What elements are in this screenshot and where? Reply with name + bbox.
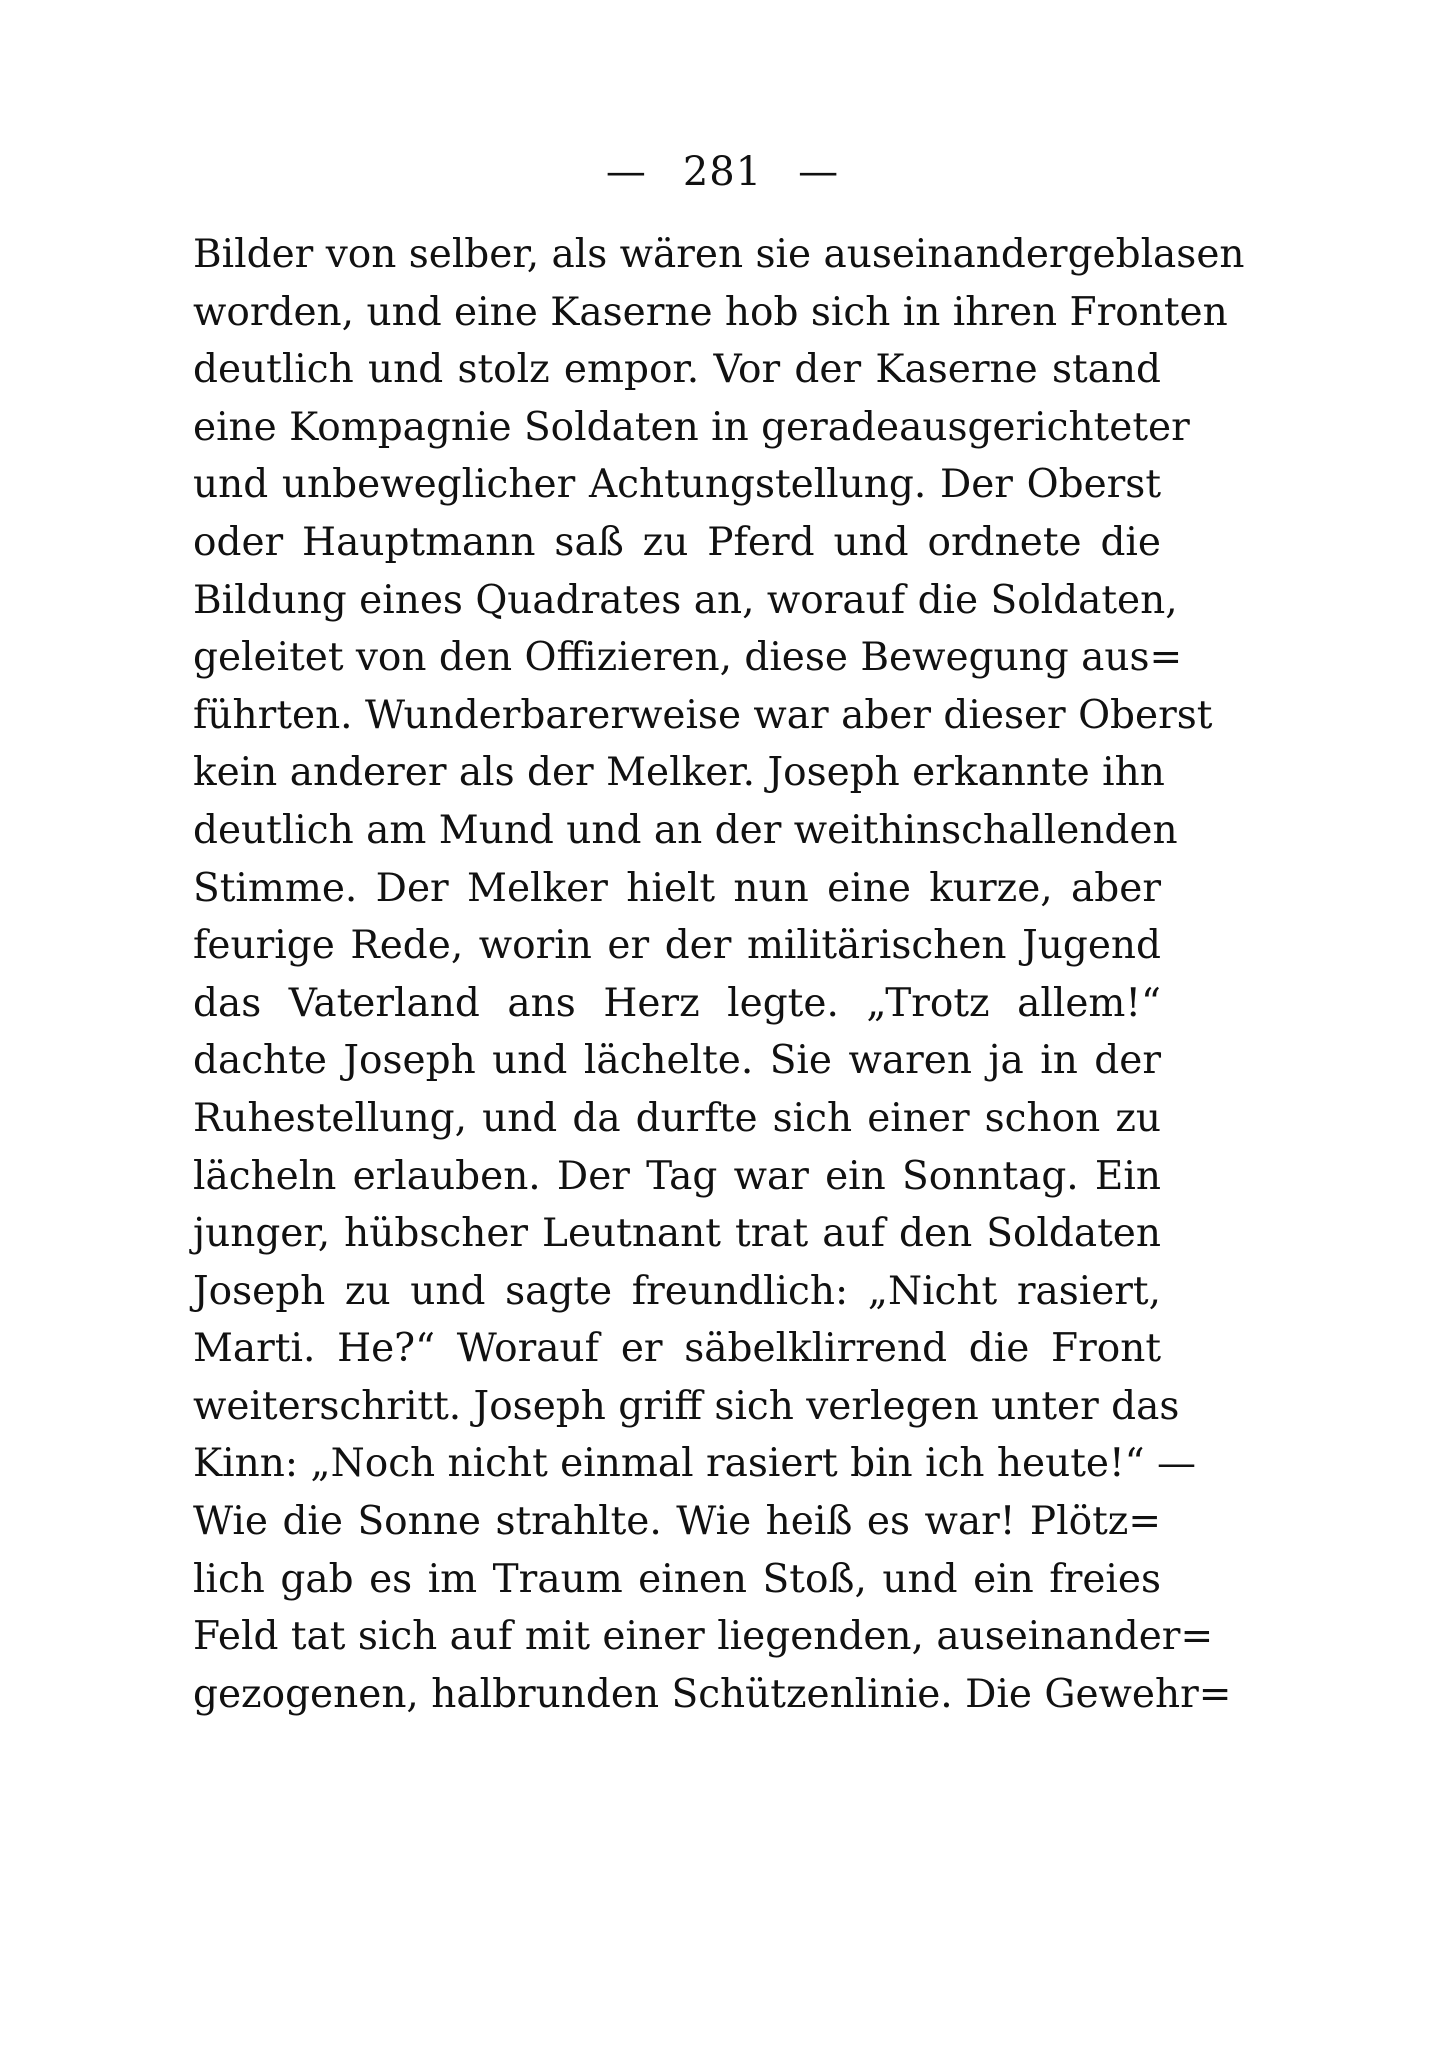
text-line: Bildung eines Quadrates an, worauf die Soldaten, [193, 577, 1178, 623]
text-line: eine Kompagnie Soldaten in geradeausgerichteter [193, 404, 1190, 450]
text-line: und unbeweglicher Achtungstellung. Der Oberst [193, 462, 1161, 508]
text-line: gezogenen, halbrunden Schützenlinie. Die Gewehr= [193, 1671, 1232, 1717]
text-line: das Vaterland ans Herz legte. „Trotz allem!“ [193, 980, 1161, 1026]
text-line: Wie die Sonne strahlte. Wie heiß es war! Plötz= [193, 1499, 1161, 1545]
text-line: Stimme. Der Melker hielt nun eine kurze, aber [193, 865, 1161, 911]
text-line: kein anderer als der Melker. Joseph erkannte ihn [193, 750, 1165, 796]
text-line: deutlich und stolz empor. Vor der Kaserne stand [193, 347, 1161, 393]
body-text [193, 226, 1245, 1723]
text-line: führten. Wunderbarerweise war aber dieser Oberst [193, 692, 1213, 738]
page-header [0, 142, 1445, 202]
text-line: geleitet von den Offizieren, diese Bewegung aus= [193, 635, 1183, 681]
text-line: deutlich am Mund und an der weithinschallenden [193, 807, 1178, 853]
header-dash-right: — [798, 149, 840, 195]
text-line: Bilder von selber, als wären sie auseinandergeblasen [193, 232, 1245, 277]
text-line: oder Hauptmann saß zu Pferd und ordnete die [193, 519, 1161, 565]
text-line: feurige Rede, worin er der militärischen Jugend [193, 923, 1161, 969]
text-line: lächeln erlauben. Der Tag war ein Sonntag. Ein [193, 1153, 1161, 1199]
text-line: dachte Joseph und lächelte. Sie waren ja in der [193, 1038, 1161, 1084]
text-line: Kinn: „Noch nicht einmal rasiert bin ich heute!“ — [193, 1441, 1196, 1487]
text-line: weiterschritt. Joseph griff sich verlegen unter das [193, 1383, 1180, 1429]
header-dash-left: — [605, 149, 647, 195]
page-number: 281 [682, 149, 763, 195]
text-line: Marti. He?“ Worauf er säbelklirrend die Front [193, 1326, 1161, 1372]
text-line: junger, hübscher Leutnant trat auf den Soldaten [193, 1211, 1161, 1257]
text-line: Ruhestellung, und da durfte sich einer schon zu [193, 1095, 1161, 1141]
text-line: Feld tat sich auf mit einer liegenden, auseinander= [193, 1614, 1214, 1660]
text-line: Joseph zu und sagte freundlich: „Nicht rasiert, [193, 1268, 1161, 1314]
text-line: lich gab es im Traum einen Stoß, und ein freies [193, 1556, 1161, 1602]
text-line: worden, und eine Kaserne hob sich in ihren Fronten [193, 289, 1228, 335]
